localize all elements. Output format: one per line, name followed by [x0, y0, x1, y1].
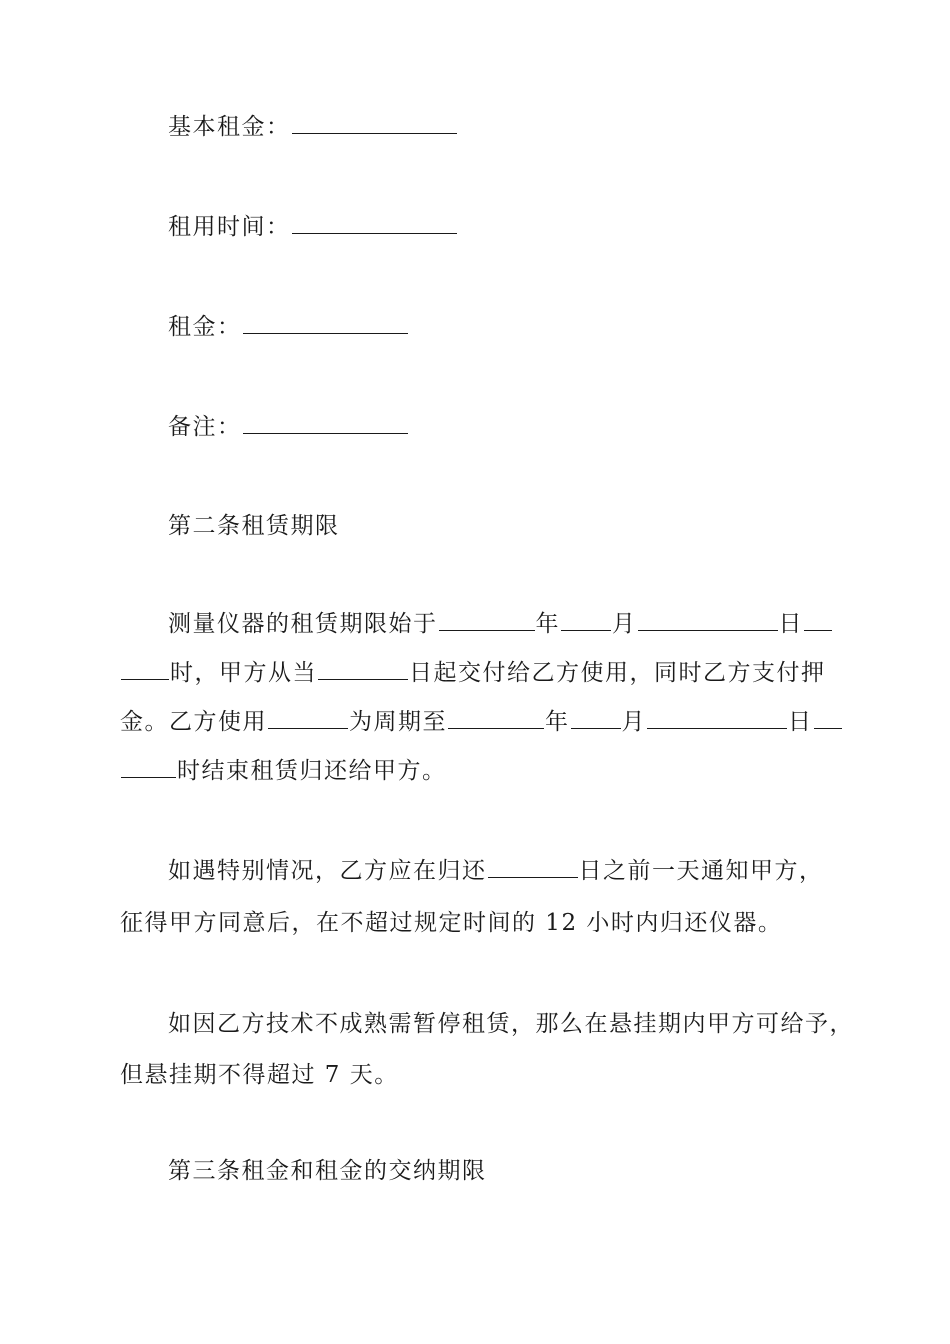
- month-text: 月: [612, 611, 637, 637]
- article-2-p3-line2: 但悬挂期不得超过 7 天。: [120, 1062, 399, 1088]
- rent-label: 租金：: [168, 314, 242, 340]
- start-hour-blank-b: [121, 653, 169, 680]
- remark-field: [168, 404, 883, 450]
- day-text: 日: [788, 709, 813, 735]
- article-2-title: 第二条租赁期限: [168, 513, 340, 539]
- month-text: 月: [621, 709, 646, 735]
- basic-rent-label: 基本租金：: [168, 114, 291, 140]
- usage-text: 金。乙方使用: [120, 709, 267, 735]
- article-2-p1-line3: [120, 699, 835, 745]
- article-2-p1-line1: [168, 601, 883, 647]
- rent-field: [168, 304, 883, 350]
- article-2-p1-line4: [120, 748, 835, 794]
- notify-text: 日之前一天通知甲方，: [578, 858, 824, 884]
- article-2-p3-line1: 如因乙方技术不成熟需暂停租赁，那么在悬挂期内甲方可给予，: [168, 1011, 854, 1037]
- period-blank: [268, 702, 348, 729]
- end-hour-blank-a: [814, 702, 842, 729]
- year-text: 年: [535, 611, 560, 637]
- start-year-blank: [439, 604, 535, 631]
- year-text: 年: [545, 709, 570, 735]
- remark-label: 备注：: [168, 414, 242, 440]
- end-hour-blank-b: [121, 751, 176, 778]
- article-2-p2-line1: [168, 848, 883, 894]
- end-month-blank: [571, 702, 621, 729]
- hour-text: 时，甲方从当: [170, 660, 317, 686]
- rental-time-field: [168, 204, 883, 250]
- lease-start-text: 测量仪器的租赁期限始于: [168, 611, 438, 637]
- return-text: 时结束租赁归还给甲方。: [177, 758, 447, 784]
- article-3-title: 第三条租金和租金的交纳期限: [168, 1158, 487, 1184]
- article-2-p2-line2: 征得甲方同意后，在不超过规定时间的 12 小时内归还仪器。: [120, 910, 783, 936]
- rental-time-blank: [292, 207, 457, 234]
- delivery-day-blank: [318, 653, 408, 680]
- rental-time-label: 租用时间：: [168, 214, 291, 240]
- start-hour-blank-a: [804, 604, 832, 631]
- rent-blank: [243, 307, 408, 334]
- period-text: 为周期至: [349, 709, 447, 735]
- end-day-blank: [647, 702, 787, 729]
- basic-rent-field: [168, 104, 883, 150]
- start-day-blank: [638, 604, 778, 631]
- remark-blank: [243, 407, 408, 434]
- end-year-blank: [448, 702, 544, 729]
- start-month-blank: [561, 604, 611, 631]
- article-2-p1-line2: [120, 650, 835, 696]
- deposit-text: 日起交付给乙方使用，同时乙方支付押: [409, 660, 826, 686]
- special-case-text: 如遇特别情况，乙方应在归还: [168, 858, 487, 884]
- basic-rent-blank: [292, 107, 457, 134]
- return-day-blank: [488, 851, 578, 878]
- day-text: 日: [778, 611, 803, 637]
